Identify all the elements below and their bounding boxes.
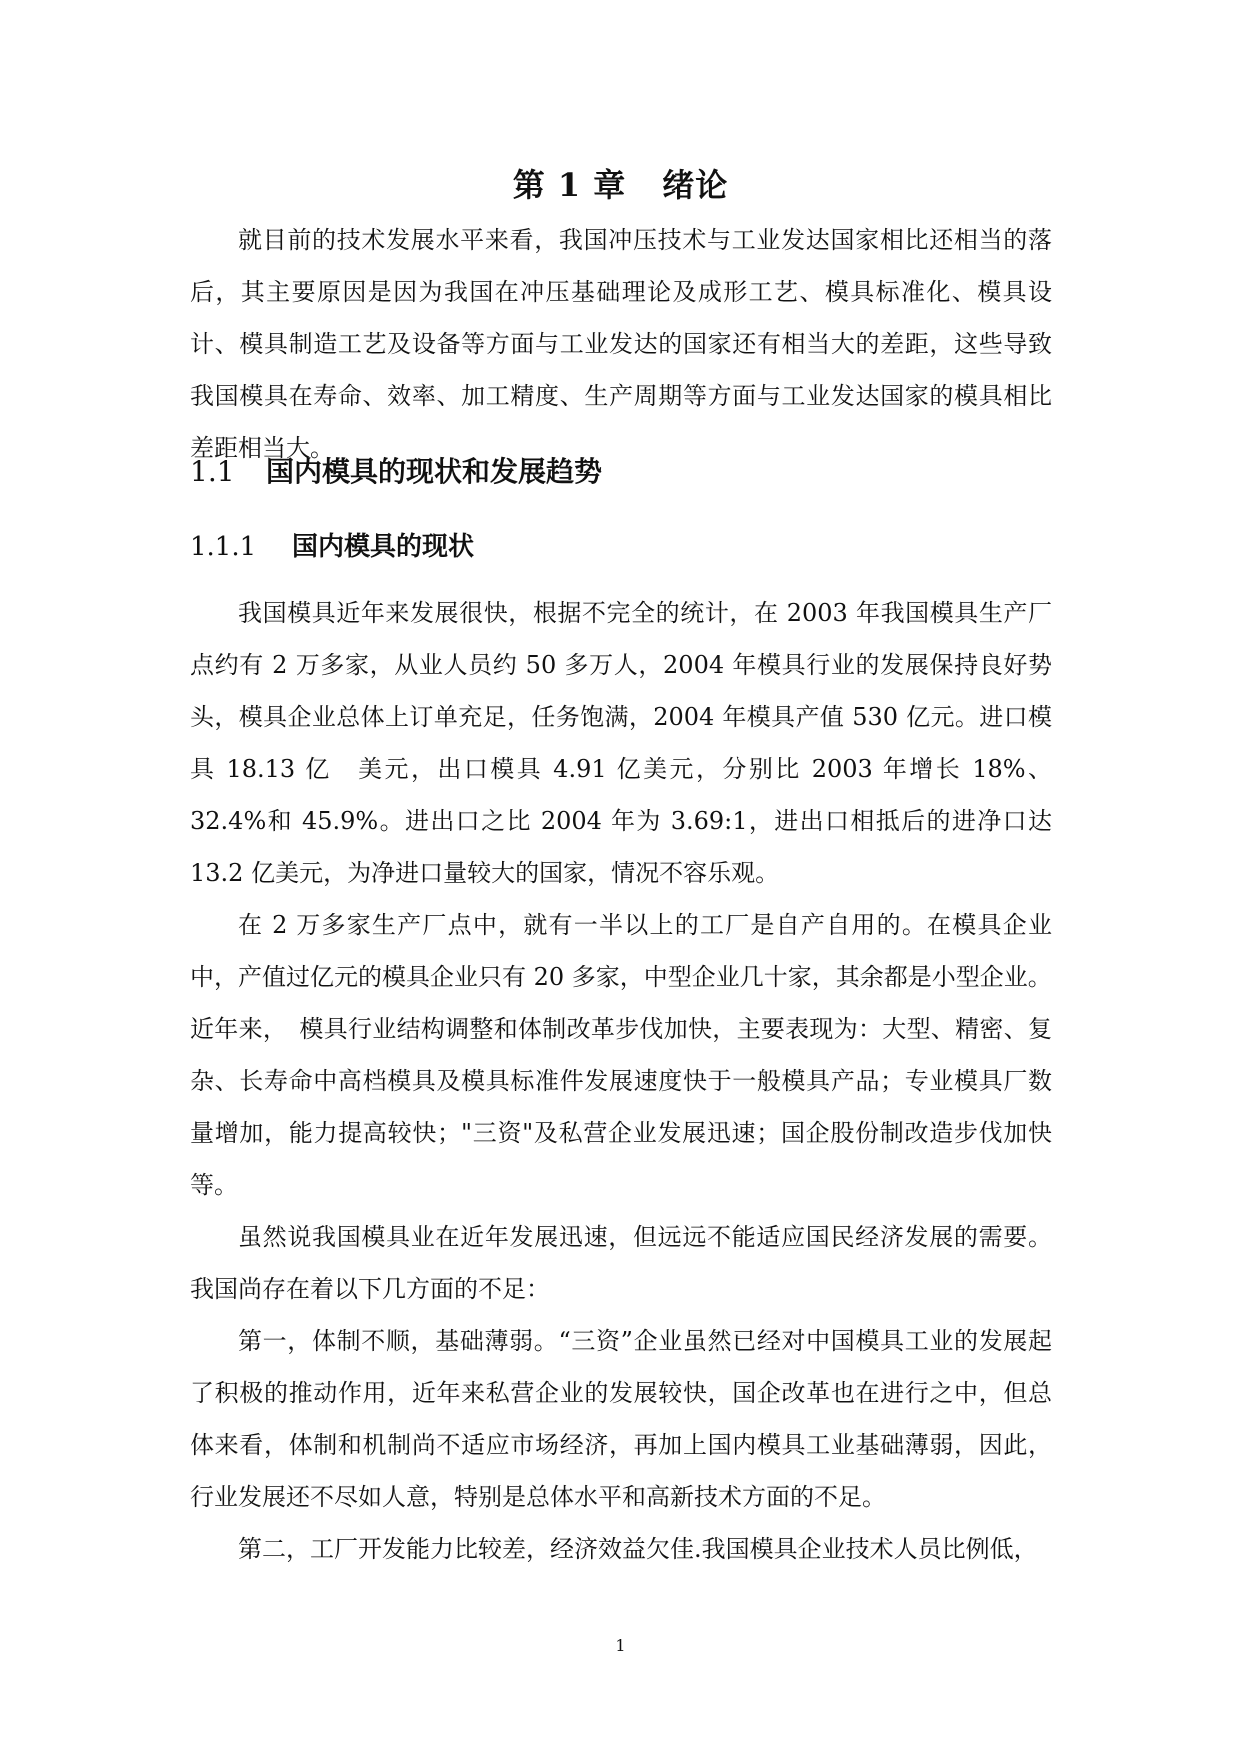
- intro-block: [190, 214, 1052, 474]
- chapter-name: 绪论: [662, 166, 729, 204]
- chapter-title: [0, 160, 1241, 206]
- paragraph: 我国模具近年来发展很快，根据不完全的统计，在 2003 年我国模具生产厂点约有 2 万多家，从业人员约 50 多万人，2004 年模具行业的发展保持良好势头，模具企业总体上订单充足，任务饱满，2004 年模具产值 530 亿元。进口模具 18.13 亿 美元，出口模具 4.91 亿美元，分别比 2003 年增长 18%、32.4%和 45.9%。进出口之比 2004 年为 3.69:1，进出口相抵后的进净口达 13.2 亿美元，为净进口量较大的国家，情况不容乐观。: [190, 599, 1052, 887]
- page-number: 1: [615, 1636, 626, 1655]
- chapter-number: 第 1 章: [512, 166, 627, 204]
- main-body: [190, 587, 1052, 1575]
- section-heading: [190, 450, 602, 490]
- paragraph: 第一，体制不顺，基础薄弱。“三资”企业虽然已经对中国模具工业的发展起了积极的推动作用，近年来私营企业的发展较快，国企改革也在进行之中，但总体来看，体制和机制尚不适应市场经济，再加上国内模具工业基础薄弱，因此，行业发展还不尽如人意，特别是总体水平和高新技术方面的不足。: [190, 1327, 1052, 1511]
- paragraph: 近年来， 模具行业结构调整和体制改革步伐加快，主要表现为：大型、精密、复杂、长寿命中高档模具及模具标准件发展速度快于一般模具产品；专业模具厂数量增加，能力提高较快；"三资"及私营企业发展迅速；国企股份制改造步伐加快等。: [190, 1015, 1052, 1199]
- paragraph: 第二，工厂开发能力比较差，经济效益欠佳.我国模具企业技术人员比例低，: [238, 1535, 1038, 1563]
- section-title: 国内模具的现状和发展趋势: [266, 455, 603, 488]
- paragraph: 在 2 万多家生产厂点中，就有一半以上的工厂是自产自用的。在模具企业中，产值过亿元的模具企业只有 20 多家，中型企业几十家，其余都是小型企业。: [190, 911, 1052, 991]
- subsection-title: 国内模具的现状: [292, 532, 475, 562]
- subsection-number: 1.1.1: [190, 532, 257, 562]
- paragraph: 虽然说我国模具业在近年发展迅速，但远远不能适应国民经济发展的需要。我国尚存在着以下几方面的不足：: [190, 1223, 1052, 1303]
- subsection-heading: [190, 526, 474, 563]
- intro-paragraph: 就目前的技术发展水平来看，我国冲压技术与工业发达国家相比还相当的落后，其主要原因是因为我国在冲压基础理论及成形工艺、模具标准化、模具设计、模具制造工艺及设备等方面与工业发达的国家还有相当大的差距，这些导致我国模具在寿命、效率、加工精度、生产周期等方面与工业发达国家的模具相比差距相当大。: [190, 226, 1052, 462]
- section-number: 1.1: [190, 455, 235, 488]
